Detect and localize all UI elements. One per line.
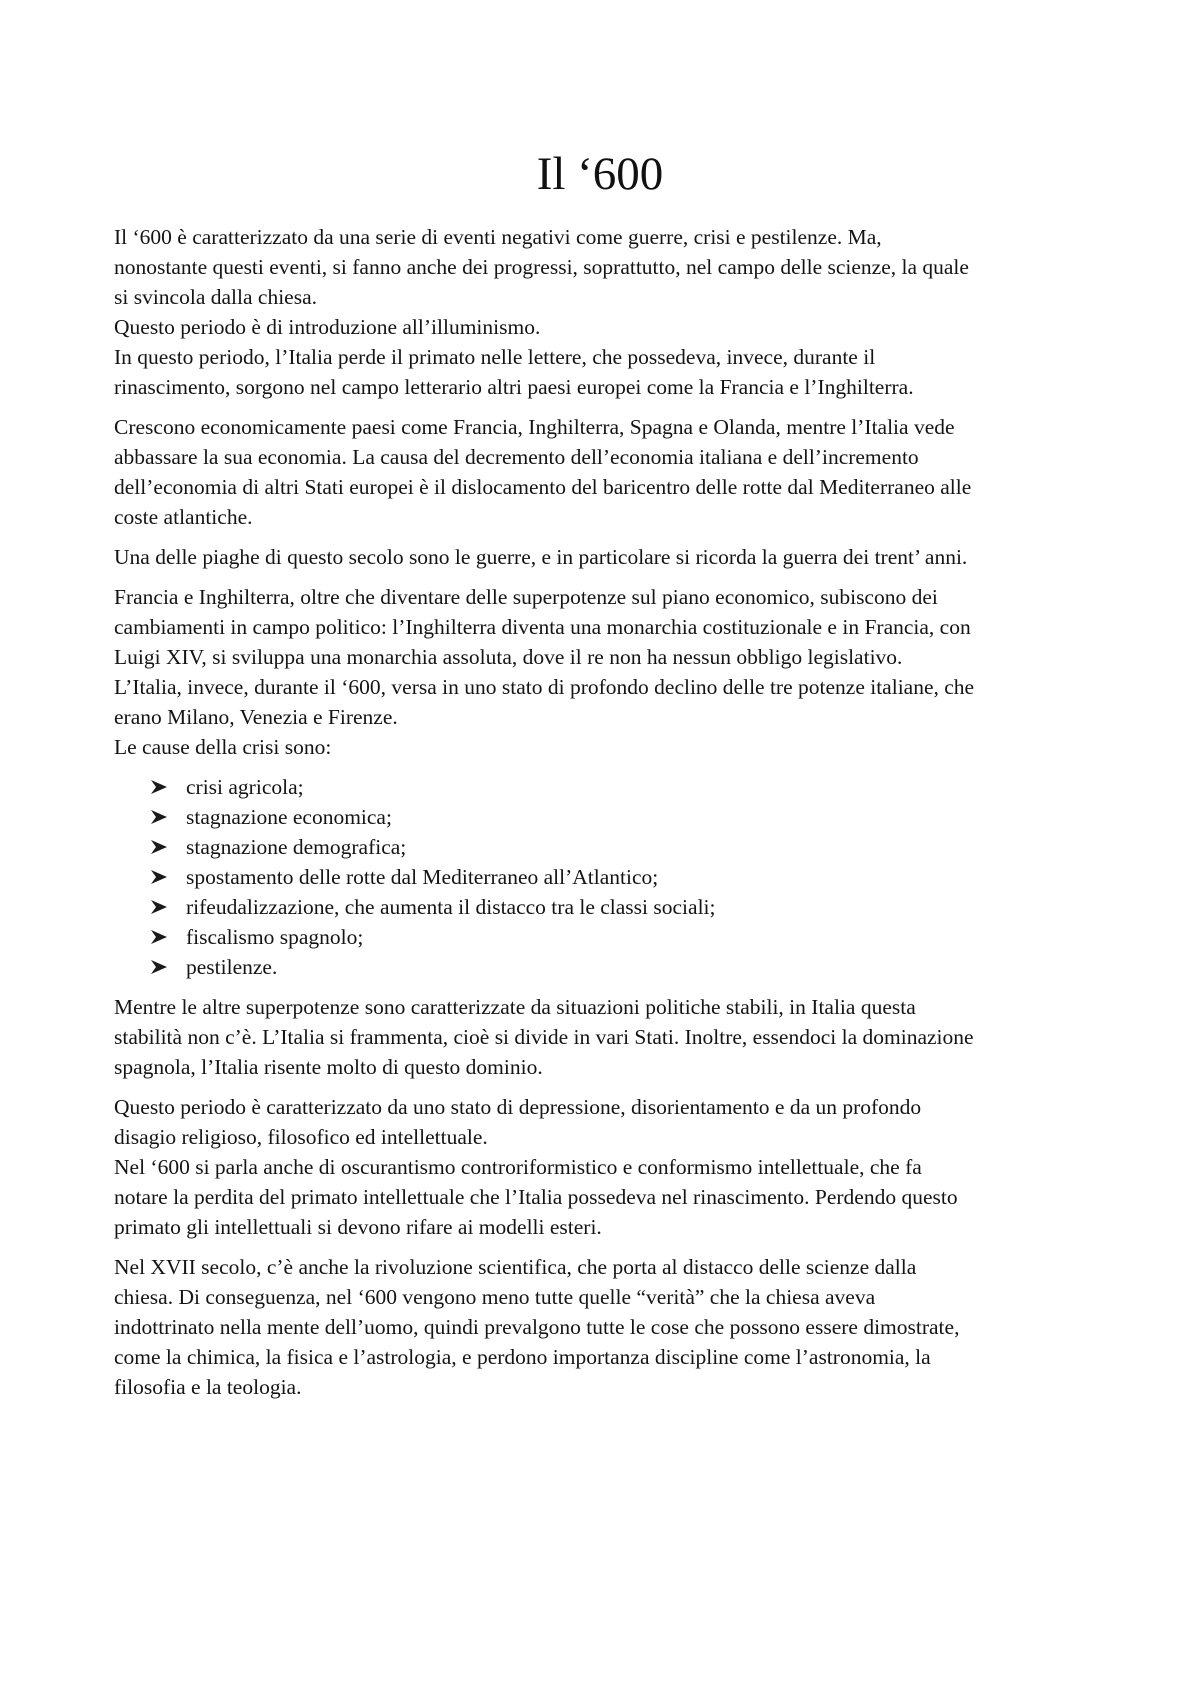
arrowhead-bullet-icon: [150, 832, 172, 862]
list-item: [150, 802, 1094, 832]
document-body: [114, 222, 1094, 1412]
list-item-text: rifeudalizzazione, che aumenta il distacco tra le classi sociali;: [186, 895, 716, 919]
arrowhead-bullet-icon: [150, 952, 172, 982]
list-item-text: crisi agricola;: [186, 775, 304, 799]
arrowhead-bullet-icon: [150, 772, 172, 802]
causes-list: [114, 772, 1094, 982]
paragraph-intro: Il ‘600 è caratterizzato da una serie di eventi negativi come guerre, crisi e pestilenze. Ma, nonostante questi eventi, si fanno anche dei progressi, soprattutto, nel campo delle scienze, la quale si svincola dalla chiesa. Questo periodo è di introduzione all’illuminismo. In questo periodo, l’Italia perde il primato nelle lettere, che possedeva, invece, durante il rinascimento, sorgono nel campo letterario altri paesi europei come la Francia e l’Inghilterra.: [114, 225, 969, 399]
paragraph-politics: Francia e Inghilterra, oltre che diventare delle superpotenze sul piano economico, subiscono dei cambiamenti in campo politico: l’Inghilterra diventa una monarchia costituzionale e in Francia, con Luigi XIV, si sviluppa una monarchia assoluta, dove il re non ha nessun obbligo legislativo. L’Italia, invece, durante il ‘600, versa in uno stato di profondo declino delle tre potenze italiane, che erano Milano, Venezia e Firenze. Le cause della crisi sono:: [114, 585, 975, 759]
list-item-text: stagnazione demografica;: [186, 835, 407, 859]
list-item: [150, 922, 1094, 952]
arrowhead-bullet-icon: [150, 892, 172, 922]
list-item: [150, 952, 1094, 982]
list-item-text: spostamento delle rotte dal Mediterraneo all’Atlantico;: [186, 865, 659, 889]
list-item: [150, 772, 1094, 802]
paragraph-scientific-revolution: Nel XVII secolo, c’è anche la rivoluzione scientifica, che porta al distacco delle scienze dalla chiesa. Di conseguenza, nel ‘600 vengono meno tutte quelle “verità” che la chiesa aveva indottrinato nella mente dell’uomo, quindi prevalgono tutte le cose che possono essere dimostrate, come la chimica, la fisica e l’astrologia, e perdono importanza discipline come l’astronomia, la filosofia e la teologia.: [114, 1255, 960, 1399]
paragraph-depression: Questo periodo è caratterizzato da uno stato di depressione, disorientamento e da un profondo disagio religioso, filosofico ed intellettuale. Nel ‘600 si parla anche di oscurantismo controriformistico e conformismo intellettuale, che fa notare la perdita del primato intellettuale che l’Italia possedeva nel rinascimento. Perdendo questo primato gli intellettuali si devono rifare ai modelli esteri.: [114, 1095, 958, 1239]
paragraph-economy: Crescono economicamente paesi come Francia, Inghilterra, Spagna e Olanda, mentre l’Italia vede abbassare la sua economia. La causa del decremento dell’economia italiana e dell’incremento dell’economia di altri Stati europei è il dislocamento del baricentro delle rotte dal Mediterraneo alle coste atlantiche.: [114, 415, 972, 529]
paragraph-wars: Una delle piaghe di questo secolo sono le guerre, e in particolare si ricorda la guerra dei trent’ anni.: [114, 545, 968, 569]
arrowhead-bullet-icon: [150, 802, 172, 832]
list-item-text: stagnazione economica;: [186, 805, 392, 829]
paragraph-fragmentation: Mentre le altre superpotenze sono caratterizzate da situazioni politiche stabili, in Italia questa stabilità non c’è. L’Italia si frammenta, cioè si divide in vari Stati. Inoltre, essendoci la dominazione spagnola, l’Italia risente molto di questo dominio.: [114, 995, 974, 1079]
list-item: [150, 892, 1094, 922]
arrowhead-bullet-icon: [150, 862, 172, 892]
list-item-text: pestilenze.: [186, 955, 278, 979]
arrowhead-bullet-icon: [150, 922, 172, 952]
list-item: [150, 862, 1094, 892]
list-item: [150, 832, 1094, 862]
page-title: Il ‘600: [536, 148, 664, 200]
list-item-text: fiscalismo spagnolo;: [186, 925, 364, 949]
